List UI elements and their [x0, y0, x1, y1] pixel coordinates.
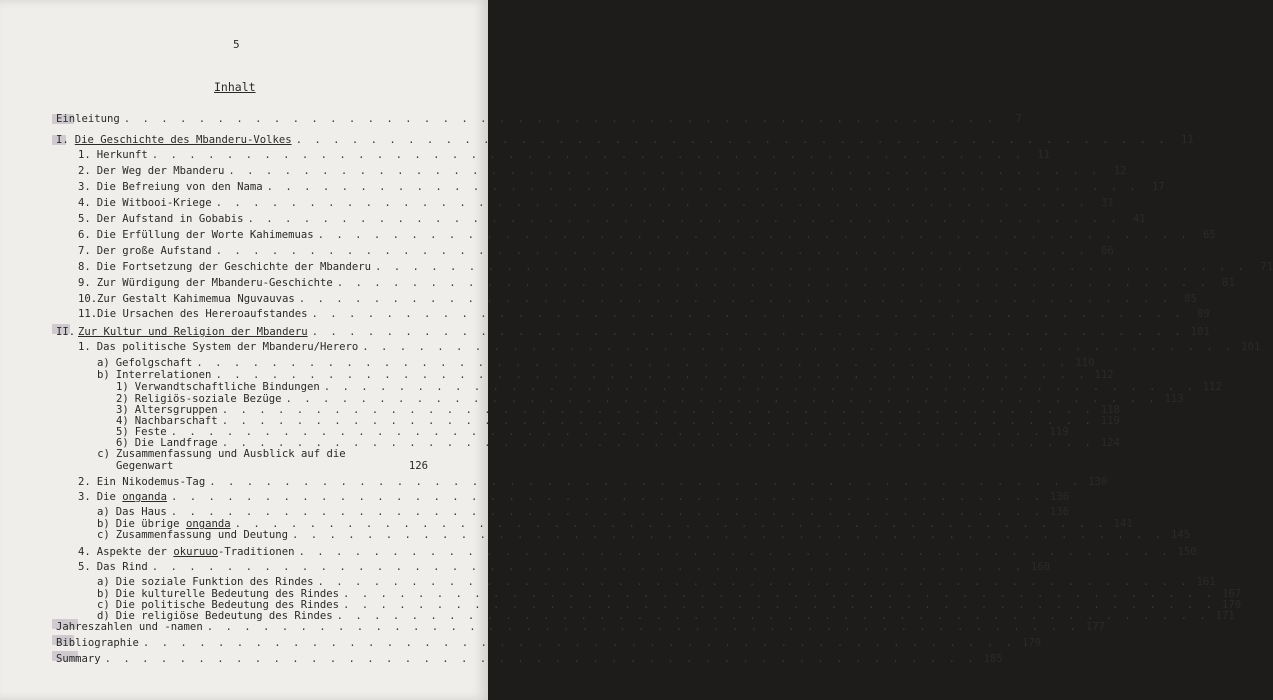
toc-entry-label: Zur Gestalt Kahimemua Nguvauvas [97, 293, 295, 305]
toc-entry-page: 101 [1190, 326, 1210, 338]
toc-entry-number: c) [97, 529, 110, 541]
toc-entry-page: 119 [1100, 415, 1120, 427]
toc-entry-label: Verwandtschaftliche Bindungen [134, 381, 320, 393]
toc-entry [56, 112, 1022, 126]
toc-entry-number: I. [56, 134, 69, 146]
toc-entry-label: Bibliographie [56, 637, 139, 649]
toc-entry-number: c) [97, 599, 110, 611]
toc-entry-number: 3. [78, 181, 91, 193]
dot-leader: . . . . . . . . . . . . . . . . . . . . . . . . . . . . . . . . . . . . . . . . . . . . . . . [298, 546, 1171, 558]
dot-leader: . . . . . . . . . . . . . . . . . . . . . . . . . . . . . . . . . . . . . . . . . . . . . . . [298, 293, 1171, 305]
dot-leader: . . . . . . . . . . . . . . . . . . . . . . . . . . . . . . . . . . . . . . . . . . . . . . . [196, 357, 1069, 369]
dot-leader: . . . . . . . . . . . . . . . . . . . . . . . . . . . . . . . . . . . . . . . . . . . . . . . [343, 599, 1216, 611]
toc-entry-label: Das Haus [115, 506, 167, 518]
dot-leader: . . . . . . . . . . . . . . . . . . . . . . . . . . . . . . . . . . . . . . . . . . . . . . . [151, 149, 1024, 161]
toc-entry-number: 4. [78, 197, 91, 209]
toc-entry [78, 276, 1235, 290]
dot-leader: . . . . . . . . . . . . . . . . . . . . . . . . . . . . . . . . . . . . . . . . . . . . . . . [221, 404, 1094, 416]
toc-entry-page: 31 [1100, 197, 1114, 209]
toc-entry [78, 244, 1114, 258]
dot-leader: . . . . . . . . . . . . . . . . . . . . . . . . . . . . . . . . . . . . . . . . . . . . . . . [170, 506, 1043, 518]
toc-entry-number: 2. [78, 476, 91, 488]
toc-entry [78, 545, 1197, 559]
toc-entry-page: 110 [1075, 357, 1095, 369]
toc-entry-label: Gegenwart [116, 460, 174, 472]
toc-entry [56, 620, 1105, 634]
toc-entry [56, 133, 1194, 147]
toc-entry-page: 112 [1202, 381, 1222, 393]
toc-entry [78, 475, 1108, 489]
dot-leader: . . . . . . . . . . . . . . . . . . . . . . . . . . . . . . . . . . . . . . . . . . . . . . . [375, 261, 1248, 273]
toc-entry-page: 112 [1094, 369, 1114, 381]
toc-entry-page: 118 [1100, 404, 1120, 416]
toc-entry-label: Das Rind [96, 561, 148, 573]
toc-entry-label: Die kulturelle Bedeutung des Rindes [115, 588, 339, 600]
toc-entry-page: 113 [1164, 393, 1184, 405]
toc-entry-number: 1. [78, 341, 91, 353]
dot-leader: . . . . . . . . . . . . . . . . . . . . . . . . . . . . . . . . . . . . . . . . . . . . . . . [123, 113, 996, 125]
dot-leader: . . . . . . . . . . . . . . . . . . . . . . . . . . . . . . . . . . . . . . . . . . . . . . . [234, 518, 1107, 530]
toc-entry-label: Interrelationen [115, 369, 212, 381]
dot-leader: . . . . . . . . . . . . . . . . . . . . . . . . . . . . . . . . . . . . . . . . . . . . . . . [151, 561, 1024, 573]
toc-entry [78, 292, 1197, 306]
toc-entry-label: Zusammenfassung und Ausblick auf die [116, 448, 346, 460]
toc-entry-label: Die religiöse Bedeutung des Rindes [115, 610, 333, 622]
toc-entry-label: Ein Nikodemus-Tag [96, 476, 206, 488]
toc-entry-page: 160 [1030, 561, 1050, 573]
toc-entry-label: Die onganda [96, 491, 167, 503]
dot-leader: . . . . . . . . . . . . . . . . . . . . . . . . . . . . . . . . . . . . . . . . . . . . . . . [170, 491, 1044, 503]
toc-entry-number: 1) [116, 381, 129, 393]
toc-entry-number: 10. [78, 293, 98, 305]
toc-entry-page: 89 [1196, 308, 1210, 320]
toc-entry-label: Die politische Bedeutung des Rindes [115, 599, 339, 611]
dot-leader: . . . . . . . . . . . . . . . . . . . . . . . . . . . . . . . . . . . . . . . . . . . . . . . [311, 326, 1184, 338]
dot-leader: . . . . . . . . . . . . . . . . . . . . . . . . . . . . . . . . . . . . . . . . . . . . . . . [209, 476, 1082, 488]
toc-entry-label: Der Aufstand in Gobabis [96, 213, 244, 225]
toc-entry-page: 101 [1241, 341, 1261, 353]
toc-entry [78, 307, 1210, 321]
toc-entry-number: a) [97, 357, 110, 369]
toc-entry-label: Die soziale Funktion des Rindes [115, 576, 314, 588]
toc-entry [78, 260, 1273, 274]
toc-entry-label: Nachbarschaft [134, 415, 218, 427]
toc-entry-label: Einleitung [56, 113, 120, 125]
toc-entry-page: 136 [1049, 506, 1069, 518]
toc-entry-page: 11 [1181, 134, 1194, 146]
toc-entry-label: Die Fortsetzung der Geschichte der Mbanderu [96, 261, 372, 273]
toc-entry-number: b) [97, 588, 110, 600]
toc-entry-number: 5) [116, 426, 129, 438]
toc-entry-page: 161 [1196, 576, 1216, 588]
dot-leader: . . . . . . . . . . . . . . . . . . . . . . . . . . . . . . . . . . . . . . . . . . . . . . . [215, 369, 1088, 381]
toc-entry [56, 652, 1003, 666]
dot-leader: . . . . . . . . . . . . . . . . . . . . . . . . . . . . . . . . . . . . . . . . . . . . . . . [142, 637, 1016, 649]
toc-entry-number: 9. [78, 277, 91, 289]
toc-entry-page: 71 [1260, 261, 1273, 273]
dot-leader: . . . . . . . . . . . . . . . . . . . . . . . . . . . . . . . . . . . . . . . . . . . . . . . [291, 529, 1165, 541]
toc-entry [78, 228, 1216, 242]
toc-entry-page: 141 [1113, 518, 1133, 530]
toc-entry-number: 7. [78, 245, 91, 257]
dot-leader: . . . . . . . . . . . . . . . . . . . . . . . . . . . . . . . . . . . . . . . . . . . . . . . [170, 426, 1043, 438]
toc-entry-label: Die Erfüllung der Worte Kahimemuas [96, 229, 314, 241]
toc-entry-page: 171 [1215, 610, 1235, 622]
toc-entry-label: Feste [134, 426, 167, 438]
toc-entry [78, 164, 1127, 178]
dot-leader: . . . . . . . . . . . . . . . . . . . . . . . . . . . . . . . . . . . . . . . . . . . . . . . [247, 213, 1120, 225]
toc-entry-number: c) [97, 448, 110, 460]
toc-entry-label: Die übrige onganda [115, 518, 231, 530]
toc-entry-page: 167 [1222, 588, 1242, 600]
toc-entry [78, 490, 1070, 504]
toc-entry [78, 212, 1146, 226]
toc-entry-page: 12 [1113, 165, 1127, 177]
toc-entry-number: a) [97, 576, 110, 588]
toc-entry-number: b) [97, 518, 110, 530]
dot-leader: . . . . . . . . . . . . . . . . . . . . . . . . . . . . . . . . . . . . . . . . . . . . . . . [317, 576, 1190, 588]
toc-entry-number: 4. [78, 546, 91, 558]
toc-entry-number: 3. [78, 491, 91, 503]
toc-entry-number: 1. [78, 149, 91, 161]
dot-leader: . . . . . . . . . . . . . . . . . . . . . . . . . . . . . . . . . . . . . . . . . . . . . . . [336, 610, 1209, 622]
toc-entry-page: 11 [1037, 149, 1050, 161]
toc-entry-page: 7 [1015, 113, 1022, 125]
dot-leader: . . . . . . . . . . . . . . . . . . . . . . . . . . . . . . . . . . . . . . . . . . . . . . . [317, 229, 1190, 241]
toc-entry-label: Gefolgschaft [115, 357, 193, 369]
toc-entry-number: 8. [78, 261, 91, 273]
toc-entry-label: Die Befreiung von den Nama [96, 181, 263, 193]
toc-entry [78, 148, 1050, 162]
toc-entry-label: Herkunft [96, 149, 148, 161]
toc-entry-page: 17 [1151, 181, 1165, 193]
toc-entry-number: 3) [116, 404, 129, 416]
toc-entry-page: 179 [1021, 637, 1042, 649]
toc-entry [97, 528, 1191, 542]
toc-entry-label: Die Witbooi-Kriege [96, 197, 212, 209]
dot-leader: . . . . . . . . . . . . . . . . . . . . . . . . . . . . . . . . . . . . . . . . . . . . . . . [285, 393, 1158, 405]
toc-entry-number: d) [97, 610, 110, 622]
toc-entry [78, 196, 1114, 210]
toc-entry-number: b) [97, 369, 110, 381]
toc-entry-page: 81 [1222, 277, 1235, 289]
dot-leader: . . . . . . . . . . . . . . . . . . . . . . . . . . . . . . . . . . . . . . . . . . . . . . . [221, 415, 1094, 427]
toc-entry-page: 85 [1184, 293, 1197, 305]
toc-entry-number: II. [56, 326, 76, 338]
dot-leader: . . . . . . . . . . . . . . . . . . . . . . . . . . . . . . . . . . . . . . . . . . . . . . . [336, 277, 1209, 289]
toc-entry-label: Zur Würdigung der Mbanderu-Geschichte [96, 277, 333, 289]
toc-entry-label: Jahreszahlen und -namen [56, 621, 203, 633]
toc-entry-number: 5. [78, 561, 91, 573]
toc-entry [78, 560, 1050, 574]
toc-entry-page: 41 [1132, 213, 1146, 225]
dot-leader: . . . . . . . . . . . . . . . . . . . . . . . . . . . . . . . . . . . . . . . . . . . . . . . [215, 197, 1088, 209]
toc-entry-number: a) [97, 506, 110, 518]
toc-entry-page: 136 [1049, 491, 1070, 503]
toc-entry-page: 150 [1177, 546, 1197, 558]
toc-entry-label: Aspekte der okuruuo-Traditionen [96, 546, 295, 558]
toc-entry-number: 2. [78, 165, 91, 177]
toc-entry [56, 325, 1210, 339]
toc-entry-number: 11. [78, 308, 98, 320]
toc-entry-number: 4) [116, 415, 129, 427]
toc-entry-page: 126 [408, 460, 428, 472]
toc-entry-label: Die Geschichte des Mbanderu-Volkes [74, 134, 292, 146]
toc-entry-page: 185 [983, 653, 1003, 665]
toc-entry-page: 65 [1203, 229, 1216, 241]
toc-title: Inhalt [214, 80, 256, 94]
toc-entry-label: Religiös-soziale Bezüge [134, 393, 282, 405]
dot-leader: . . . . . . . . . . . . . . . . . . . . . . . . . . . . . . . . . . . . . . . . . . . . . . . [228, 165, 1101, 177]
dot-leader: . . . . . . . . . . . . . . . . . . . . . . . . . . . . . . . . . . . . . . . . . . . . . . . [221, 437, 1094, 449]
dot-leader: . . . . . . . . . . . . . . . . . . . . . . . . . . . . . . . . . . . . . . . . . . . . . . . [295, 134, 1168, 146]
toc-entry-label: Der Weg der Mbanderu [96, 165, 225, 177]
toc-entry-label: Die Ursachen des Hereroaufstandes [97, 308, 308, 320]
toc-entry-label: Summary [56, 653, 101, 665]
toc-entry-number: 5. [78, 213, 91, 225]
dot-leader: . . . . . . . . . . . . . . . . . . . . . . . . . . . . . . . . . . . . . . . . . . . . . . . [362, 341, 1235, 353]
toc-entry-page: 119 [1049, 426, 1069, 438]
toc-entry-number: 6. [78, 229, 91, 241]
toc-entry-page: 124 [1100, 437, 1120, 449]
toc-entry-label: Die Landfrage [134, 437, 218, 449]
toc-entry-page: 170 [1222, 599, 1242, 611]
toc-entry-page: 130 [1088, 476, 1108, 488]
toc-entry [56, 636, 1042, 650]
toc-entry-label: Altersgruppen [134, 404, 218, 416]
toc-entry-label: Das politische System der Mbanderu/Herero [96, 341, 359, 353]
dot-leader: . . . . . . . . . . . . . . . . . . . . . . . . . . . . . . . . . . . . . . . . . . . . . . . [323, 381, 1196, 393]
toc-entry [78, 180, 1165, 194]
toc-entry-label: Zusammenfassung und Deutung [115, 529, 288, 541]
toc-entry-number: 6) [116, 437, 129, 449]
dot-leader: . . . . . . . . . . . . . . . . . . . . . . . . . . . . . . . . . . . . . . . . . . . . . . . [311, 308, 1184, 320]
toc-entry-page: 177 [1085, 621, 1105, 633]
toc-entry-continuation [116, 459, 428, 473]
toc-entry-label: Der große Aufstand [96, 245, 212, 257]
toc-entry-page: 66 [1100, 245, 1114, 257]
dot-leader: . . . . . . . . . . . . . . . . . . . . . . . . . . . . . . . . . . . . . . . . . . . . . . . [215, 245, 1088, 257]
dot-leader: . . . . . . . . . . . . . . . . . . . . . . . . . . . . . . . . . . . . . . . . . . . . . . . [206, 621, 1079, 633]
page-number: 5 [233, 38, 240, 51]
dot-leader: . . . . . . . . . . . . . . . . . . . . . . . . . . . . . . . . . . . . . . . . . . . . . . . [266, 181, 1139, 193]
dot-leader: . . . . . . . . . . . . . . . . . . . . . . . . . . . . . . . . . . . . . . . . . . . . . . . [343, 588, 1216, 600]
toc-entry-number: 2) [116, 393, 129, 405]
toc-entry-page: 145 [1171, 529, 1191, 541]
toc-entry-label: Zur Kultur und Religion der Mbanderu [78, 326, 308, 338]
dot-leader: . . . . . . . . . . . . . . . . . . . . . . . . . . . . . . . . . . . . . . . . . . . . . . . [104, 653, 977, 665]
toc-entry [78, 340, 1261, 354]
